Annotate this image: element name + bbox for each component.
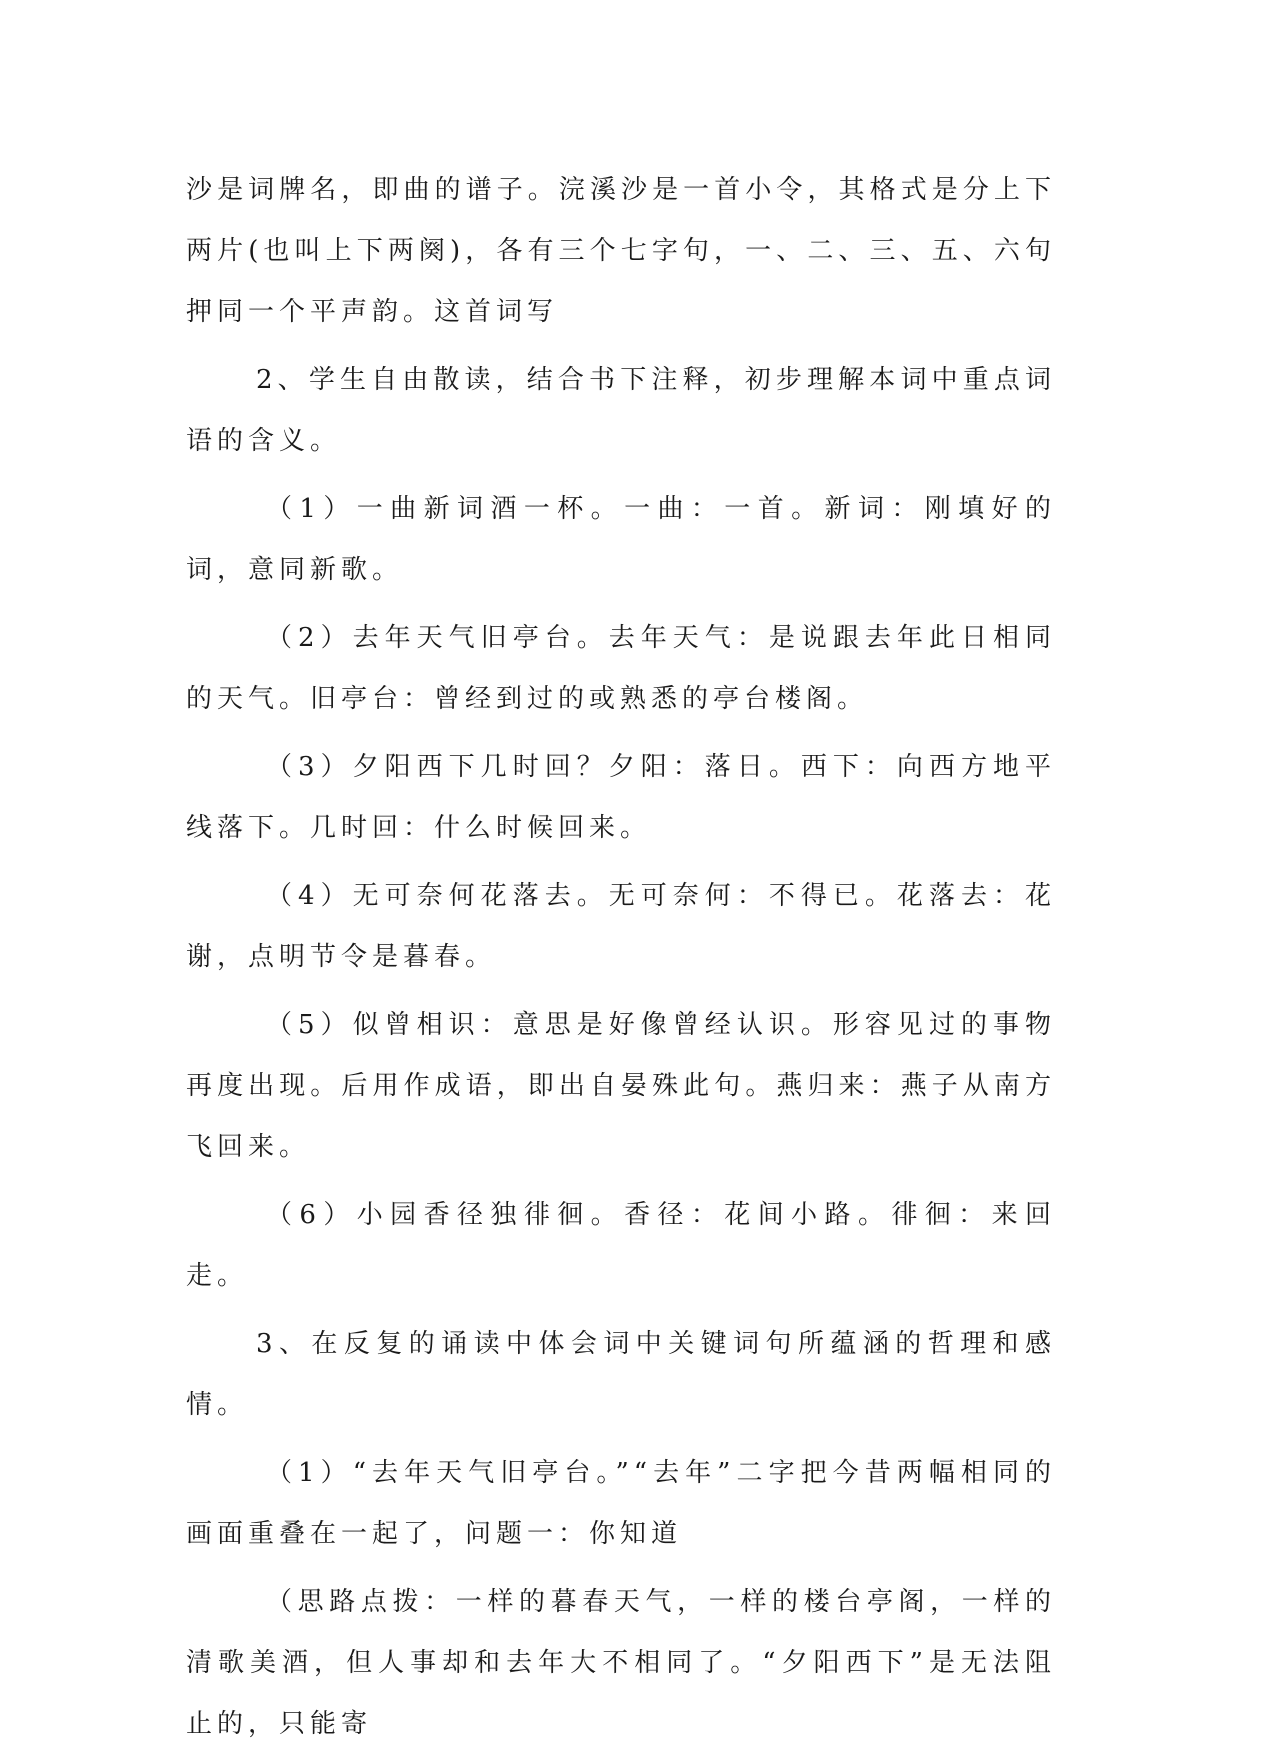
document-body [186, 160, 1056, 1762]
paragraph-note-5: （5）似曾相识：意思是好像曾经认识。形容见过的事物再度出现。后用作成语，即出自晏殊此句。燕归来：燕子从南方飞回来。 [186, 1010, 1056, 1162]
paragraph-ci-pai-intro: 沙是词牌名，即曲的谱子。浣溪沙是一首小令，其格式是分上下两片(也叫上下两阕)，各有三个七字句，一、二、三、五、六句押同一个平声韵。这首词写 [186, 175, 1056, 327]
paragraph-note-3: （3）夕阳西下几时回？夕阳：落日。西下：向西方地平线落下。几时回：什么时候回来。 [186, 752, 1056, 843]
paragraph-step-3: 3、在反复的诵读中体会词中关键词句所蕴涵的哲理和感情。 [186, 1329, 1056, 1420]
paragraph-note-1: （1）一曲新词酒一杯。一曲：一首。新词：刚填好的词，意同新歌。 [186, 494, 1056, 585]
paragraph-question-1: （1）“去年天气旧亭台。”“去年”二字把今昔两幅相同的画面重叠在一起了，问题一：你知道 [186, 1458, 1056, 1549]
paragraph-step-2: 2、学生自由散读，结合书下注释，初步理解本词中重点词语的含义。 [186, 365, 1056, 456]
paragraph-hint: （思路点拨：一样的暮春天气，一样的楼台亭阁，一样的清歌美酒，但人事却和去年大不相同了。“夕阳西下”是无法阻止的，只能寄 [186, 1587, 1056, 1739]
paragraph-note-2: （2）去年天气旧亭台。去年天气：是说跟去年此日相同的天气。旧亭台：曾经到过的或熟悉的亭台楼阁。 [186, 623, 1056, 714]
paragraph-note-4: （4）无可奈何花落去。无可奈何：不得已。花落去：花谢，点明节令是暮春。 [186, 881, 1056, 972]
paragraph-note-6: （6）小园香径独徘徊。香径：花间小路。徘徊：来回走。 [186, 1200, 1056, 1291]
